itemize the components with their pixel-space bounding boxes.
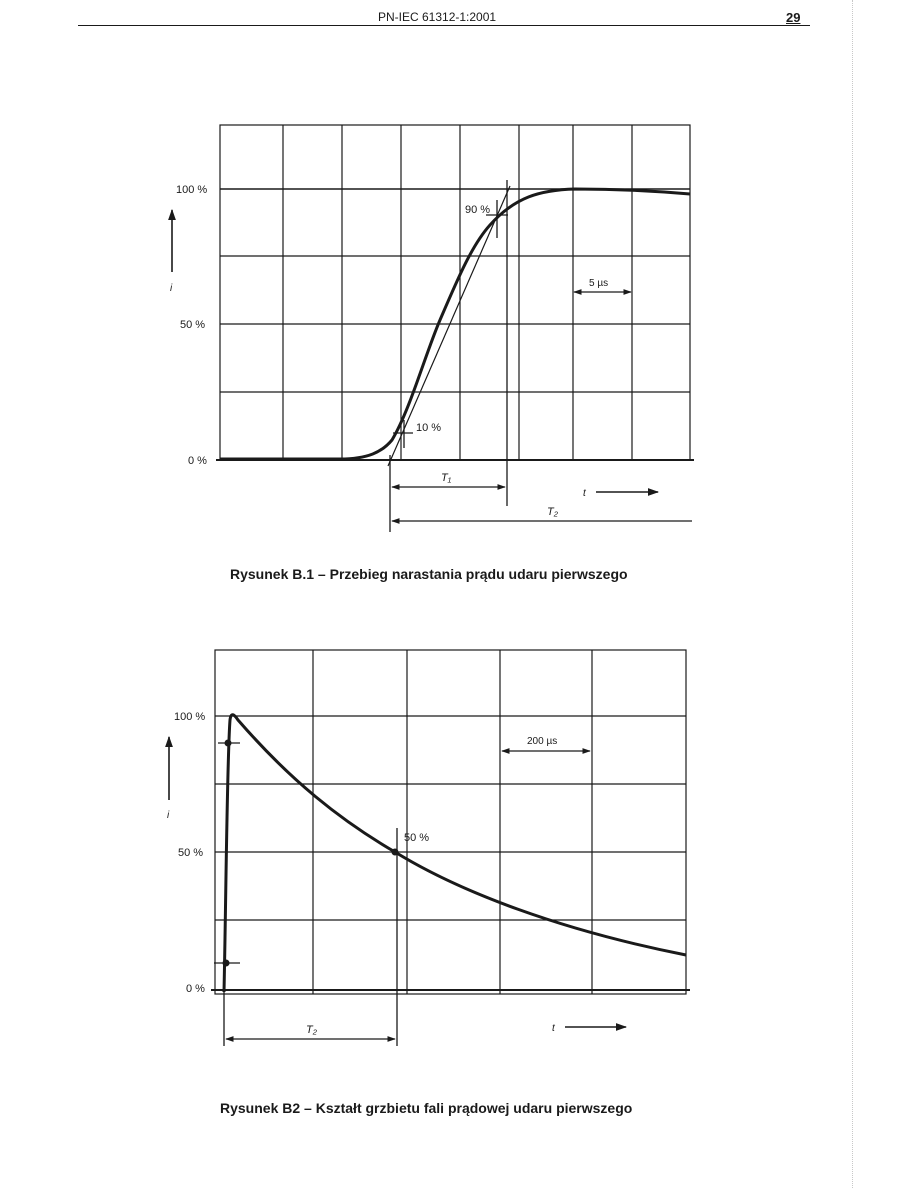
figure-b1-caption: Rysunek B.1 – Przebieg narastania prądu udaru pierwszego [230,566,628,582]
figure-b2-frame [215,650,686,994]
figure-b2-scale-label: 200 µs [527,736,558,747]
figure-b1-y-label: i [170,283,173,294]
figure-b1-tick-100: 100 % [176,184,208,196]
figure-b1-tick-0: 0 % [188,455,207,467]
figure-b1-tangent-line [388,186,510,466]
document-id: PN-IEC 61312-1:2001 [378,10,497,24]
figure-b1-tick-50: 50 % [180,319,206,331]
figure-b2-y-label: i [167,810,170,821]
figure-b2-tick-100: 100 % [174,711,206,723]
figure-b2-label-50: 50 % [404,832,430,844]
figure-b2 [167,650,690,1046]
figure-b1-label-90: 90 % [465,204,491,216]
figure-b2-tick-50: 50 % [178,847,204,859]
figure-b1-t2-label: T₂ [547,506,558,518]
figure-b1-label-10: 10 % [416,422,442,434]
figure-b2-waveform [224,715,686,992]
figure-b1-x-label: t [583,488,586,499]
figure-b1-t1-label: T₁ [441,472,452,484]
figure-b2-caption: Rysunek B2 – Kształt grzbietu fali prądowej udaru pierwszego [220,1100,633,1116]
figure-b2-tick-0: 0 % [186,983,205,995]
figure-b1 [170,125,694,532]
figure-b2-t2-label: T₂ [306,1024,317,1036]
page-number: 29 [786,10,801,25]
figure-b2-grid [215,650,686,994]
figure-b2-x-label: t [552,1023,555,1034]
figure-b1-scale-label: 5 µs [589,278,609,289]
